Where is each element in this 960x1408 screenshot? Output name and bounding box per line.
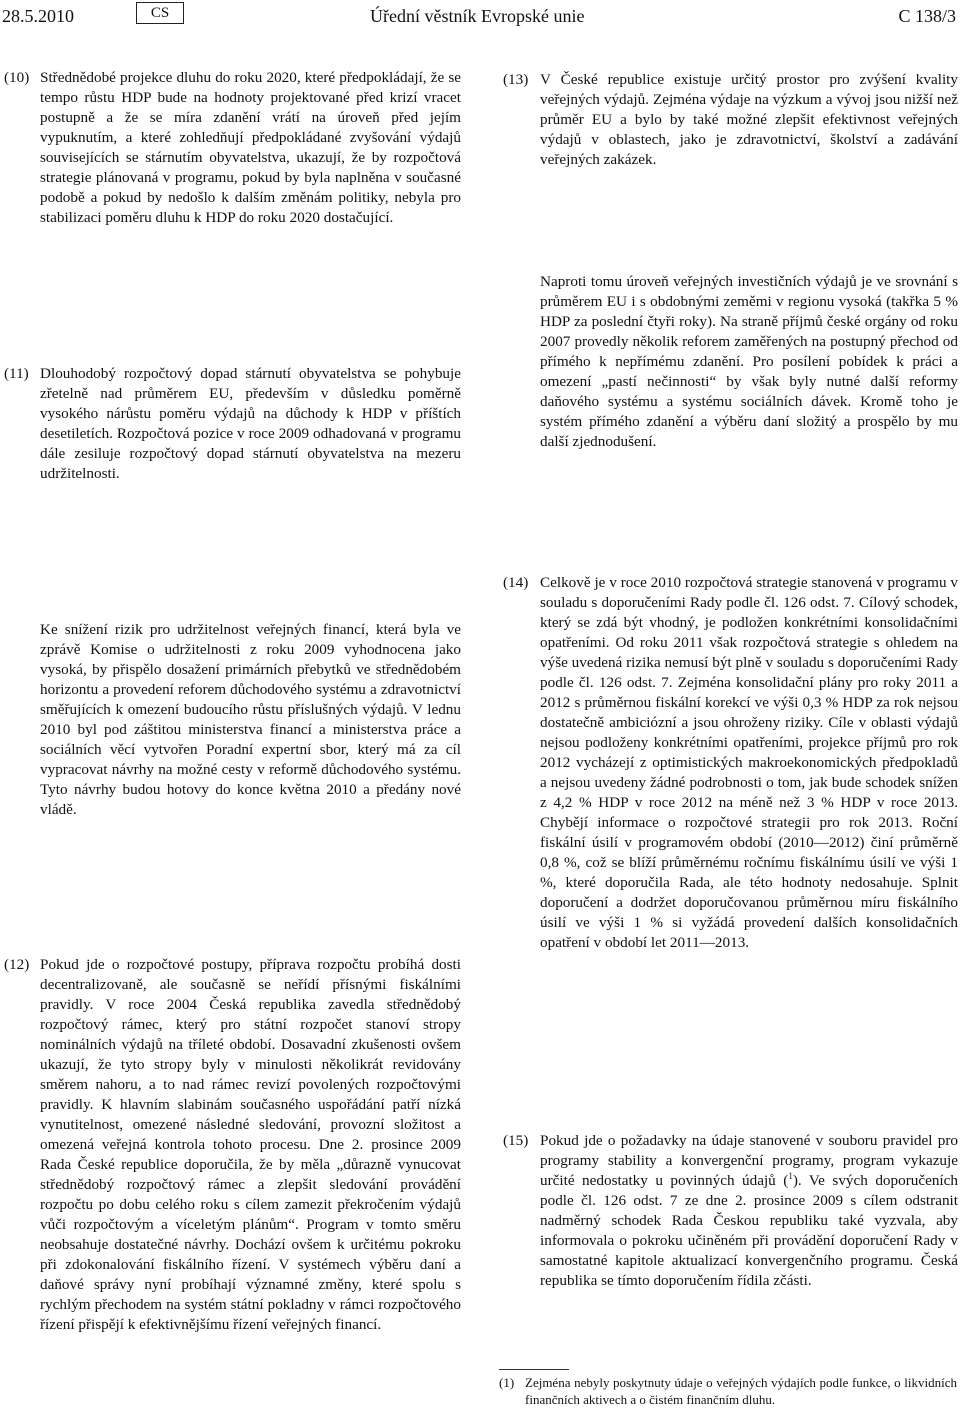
journal-title: Úřední věstník Evropské unie (370, 6, 585, 26)
paragraph-11-continued-text: Ke snížení rizik pro udržitelnost veřejných financí, která byla ve zprávě Komise o udržitelnosti z roku 2009 vyhodnocena jako vysoká, by přispělo dosažení primárních přebytků ve střednědobém horizontu a provedení reforem důchodového systému a zdravotnictví směřujících k omezení budoucího růstu příslušných výdajů. V lednu 2010 byl pod záštitou ministerstva financí a ministerstva práce a sociálních věcí vytvořen Poradní expertní sbor, který má za cíl vypracovat návrhy na možné cesty v reformě důchodového systému. Tyto návrhy budou hotovy do konce května 2010 a předány nové vládě. (40, 621, 461, 818)
footnote-reference[interactable]: 1 (788, 1170, 793, 1181)
paragraph-11-text: Dlouhodobý rozpočtový dopad stárnutí obyvatelstva se pohybuje zřetelně nad průměrem EU, především v důsledku poměrně vysokého nárůstu poměru výdajů na důchody k HDP v příštích desetiletích. Rozpočtová pozice v roce 2009 odhadovaná v programu dále zesiluje rozpočtový dopad stárnutí obyvatelstva na mezeru udržitelnosti. (40, 365, 461, 482)
paragraph-13-text: V České republice existuje určitý prostor pro zvýšení kvality veřejných výdajů. Zejména výdaje na výzkum a vývoj jsou nižší než průměr EU a bylo by také možné zlepšit efektivnost veřejných výdajů v oblastech, jako je zdravotnictví, školství a zadávání veřejných zakázek. (540, 71, 958, 168)
paragraph-13 (540, 70, 958, 170)
paragraph-number-11: (11) (4, 365, 29, 382)
footnote-text: Zejména nebyly poskytnuty údaje o veřejných výdajích podle funkce, o likvidních finančních aktivech a o čistém finančním dluhu. (525, 1375, 957, 1407)
paragraph-number-12: (12) (4, 956, 30, 973)
page-header (0, 0, 960, 40)
paragraph-number-15: (15) (503, 1132, 529, 1149)
paragraph-15-text-end: ). Ve svých doporučeních podle čl. 126 odst. 7 ze dne 2. prosince 2009 s cílem odstranit nadměrný schodek Rada Českou republiku také vyzvala, aby informovala o pokroku učiněném při provádění doporučení Rady v samostatné kapitole aktualizací konvergenčního programu. Česká republika se tímto doporučením řídila zčásti. (540, 1172, 958, 1289)
paragraph-15 (540, 1131, 958, 1291)
paragraph-12-text: Pokud jde o rozpočtové postupy, příprava rozpočtu probíhá dosti decentralizovaně, ale současně se neřídí přísnými fiskálními pravidly. V roce 2004 Česká republika zavedla střednědobý rozpočtový rámec, který pro státní rozpočet stanoví stropy nominálních výdajů na tříleté období. Dosavadní zkušenosti ovšem ukazují, že tyto stropy byly v minulosti několikrát revidovány směrem nahoru, a to nad rámec revizí povolených rozpočtovými pravidly. K hlavním slabinám současného uspořádání patří nízká vynutitelnost, omezené následné sledování, provozní složitost a omezená veřejná kontrola tohoto procesu. Dne 2. prosince 2009 Rada České republice doporučila, že by měla „důrazně vynucovat střednědobý rozpočtový rámec a zlepšit sledování provádění rozpočtu po dobu celého roku s cílem zamezit překročením výdajů vůči rozpočtovým a víceletým plánům“. Program v tomto směru neobsahuje dostatečné návrhy. Dochází ovšem k určitému pokroku při zdokonalování fiskálního řízení. V systémech výběru daní a daňové správy nyní probíhají významné změny, které spolu s rychlým přechodem na systém státní pokladny v rámci rozpočtového řízení přispějí k efektivnějšímu řízení veřejných financí. (40, 956, 461, 1333)
paragraph-14 (540, 573, 958, 953)
publication-date: 28.5.2010 (2, 6, 74, 26)
paragraph-10 (40, 68, 461, 228)
paragraph-14-text: Celkově je v roce 2010 rozpočtová strategie stanovená v programu v souladu s doporučeními Rady podle čl. 126 odst. 7. Cílový schodek, který se zdá být vhodný, je podložen konkrétními konsolidačními opatřeními. Od roku 2011 však rozpočtová strategie s ohledem na výše uvedená rizika nemusí být plně v souladu s doporučeními Rady podle čl. 126 odst. 7. Zejména konsolidační plány pro roky 2011 a 2012 s průměrnou fiskální korekcí ve výši 0,3 % HDP za rok nejsou dostatečně ambiciózní a jsou ohroženy riziky. Cíle v oblasti výdajů nejsou podloženy konkrétními opatřeními, projekce příjmů pro rok 2012 vycházejí z optimistických makroekonomických předpokladů a nejsou uvedeny žádné podrobnosti o tom, jak bude schodek snížen z 4,2 % HDP v roce 2012 na méně než 3 % HDP v roce 2013. Chybějí informace o rozpočtové strategii pro rok 2013. Roční fiskální úsilí v programovém období (2010—2012) činí průměrně 0,8 %, což se blíží průměrnému ročnímu fiskálnímu úsilí ve výši 1 %, které doporučila Rada, ale této hodnoty nedosahuje. Splnit doporučení a dodržet doporučovanou průměrnou míru fiskálního úsilí ve výši 1 % si vyžádá provedení dalších konsolidačních opatření v období let 2011—2013. (540, 574, 958, 951)
paragraph-number-14: (14) (503, 574, 529, 591)
page-reference: C 138/3 (898, 6, 956, 26)
footnote-number: (1) (499, 1375, 515, 1390)
paragraph-number-10: (10) (4, 69, 30, 86)
paragraph-number-13: (13) (503, 71, 529, 88)
language-code-box: CS (136, 2, 184, 24)
paragraph-11 (40, 364, 461, 484)
paragraph-13-continued (540, 272, 958, 452)
paragraph-15-text-start: Pokud jde o požadavky na údaje stanovené v souboru pravidel pro programy stability a konvergenční programy, program vykazuje určité nedostatky u povinných údajů ( (540, 1132, 958, 1189)
paragraph-11-continued (40, 620, 461, 820)
footnote-separator (499, 1369, 569, 1370)
paragraph-12 (40, 955, 461, 1335)
paragraph-10-text: Střednědobé projekce dluhu do roku 2020, které předpokládají, že se tempo růstu HDP bude na hodnoty projektované před krizí vracet postupně a že se míra zdanění vrátí na úroveň před jejím vypuknutím, a které zohledňují předpokládané zvyšování výdajů souvisejících se stárnutím obyvatelstva, ukazují, že by rozpočtová strategie plánovaná v programu, pokud by byla naplněna v současné podobě a pokud by nedošlo k dalším změnám politiky, nebyla pro stabilizaci poměru dluhu k HDP do roku 2020 dostačující. (40, 69, 461, 226)
paragraph-13-continued-text: Naproti tomu úroveň veřejných investičních výdajů je ve srovnání s průměrem EU i s obdobnými zeměmi v regionu vysoká (takřka 5 % HDP za poslední čtyři roky). Na straně příjmů české orgány od roku 2007 provedly několik reforem zaměřených na postupný přechod od přímého k nepřímému zdanění. Pro posílení pobídek k práci a omezení „pastí nečinnosti“ by však byly nutné další reformy daňového systému a systému sociálních dávek. Kromě toho je systém přímého zdanění a výběru daní složitý a prospělo by mu další zjednodušení. (540, 273, 958, 450)
